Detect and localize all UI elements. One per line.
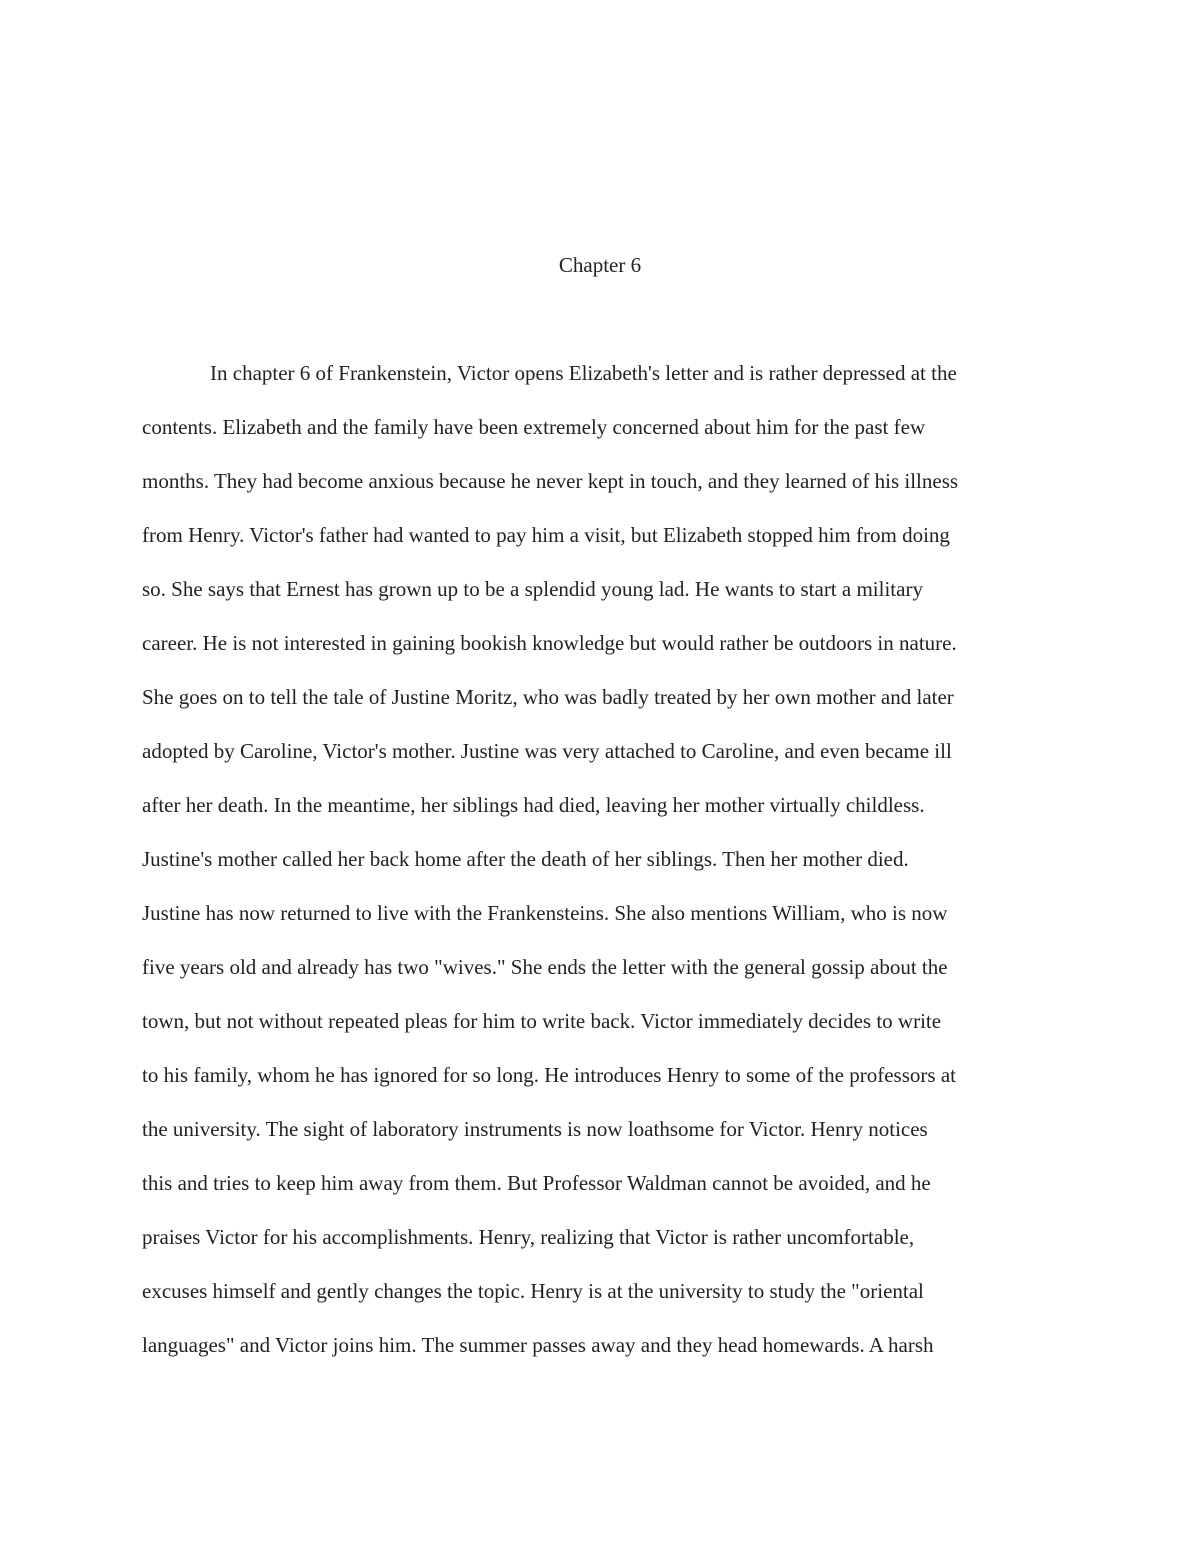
paragraph-line-8: adopted by Caroline, Victor's mother. Justine was very attached to Caroline, and even became ill (142, 739, 952, 763)
paragraph-line-16: this and tries to keep him away from them. But Professor Waldman cannot be avoided, and he (142, 1171, 931, 1195)
paragraph-line-1: In chapter 6 of Frankenstein, Victor opens Elizabeth's letter and is rather depressed at the (210, 361, 957, 385)
paragraph-line-14: to his family, whom he has ignored for so long. He introduces Henry to some of the professors at (142, 1063, 956, 1087)
paragraph-line-7: She goes on to tell the tale of Justine Moritz, who was badly treated by her own mother and later (142, 685, 954, 709)
paragraph-line-5: so. She says that Ernest has grown up to be a splendid young lad. He wants to start a military (142, 577, 923, 601)
paragraph-line-11: Justine has now returned to live with the Frankensteins. She also mentions William, who is now (142, 901, 948, 925)
paragraph-line-4: from Henry. Victor's father had wanted to pay him a visit, but Elizabeth stopped him from doing (142, 523, 950, 547)
paragraph-line-13: town, but not without repeated pleas for him to write back. Victor immediately decides to write (142, 1009, 942, 1033)
paragraph-line-18: excuses himself and gently changes the topic. Henry is at the university to study the "oriental (142, 1279, 924, 1303)
paragraph-line-2: contents. Elizabeth and the family have been extremely concerned about him for the past few (142, 415, 926, 439)
paragraph-line-6: career. He is not interested in gaining bookish knowledge but would rather be outdoors in nature. (142, 631, 957, 655)
body-text (142, 358, 1062, 1384)
paragraph-line-10: Justine's mother called her back home after the death of her siblings. Then her mother died. (142, 847, 909, 871)
paragraph-line-12: five years old and already has two "wives." She ends the letter with the general gossip about the (142, 955, 948, 979)
paragraph-line-9: after her death. In the meantime, her siblings had died, leaving her mother virtually childless. (142, 793, 925, 817)
paragraph-line-15: the university. The sight of laboratory instruments is now loathsome for Victor. Henry notices (142, 1117, 928, 1141)
paragraph-line-19: languages" and Victor joins him. The summer passes away and they head homewards. A harsh (142, 1333, 934, 1357)
chapter-title: Chapter 6 (558, 253, 642, 277)
paragraph-line-17: praises Victor for his accomplishments. Henry, realizing that Victor is rather uncomfortable, (142, 1225, 915, 1249)
paragraph-line-3: months. They had become anxious because he never kept in touch, and they learned of his illness (142, 469, 959, 493)
